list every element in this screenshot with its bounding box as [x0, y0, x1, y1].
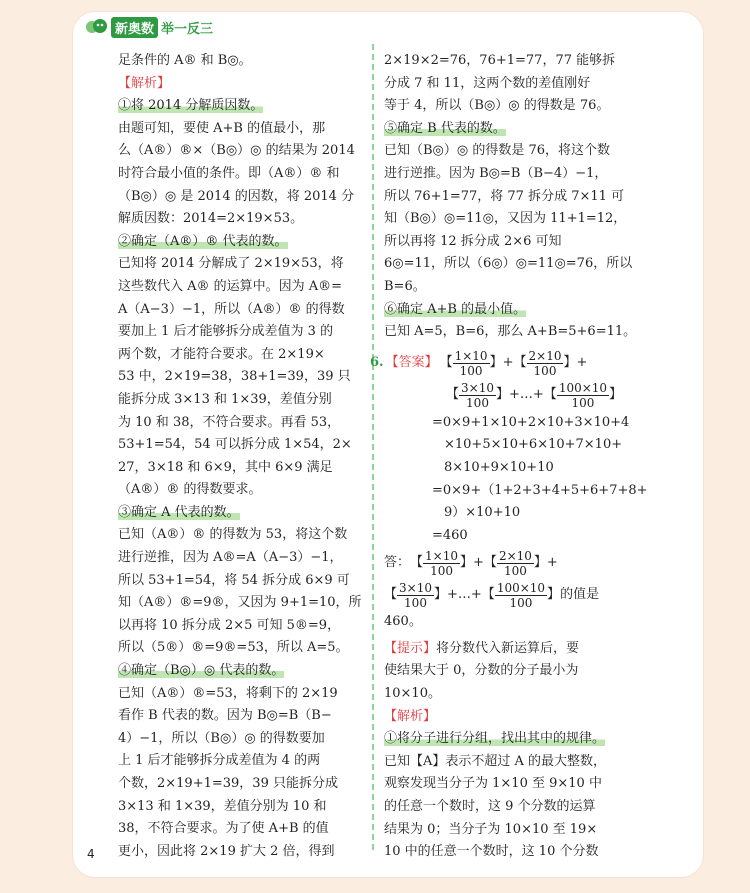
- fraction-numerator: 3×10: [399, 580, 432, 595]
- fraction-numerator: 2×10: [498, 548, 532, 563]
- series-subtitle: 举一反三: [161, 21, 214, 37]
- text-line: 已知将 2014 分解成了 2×19×53，将: [118, 256, 344, 272]
- step-heading: ⑤确定 B 代表的数。: [384, 120, 506, 136]
- text-line: 所以再将 12 拆分成 2×6 可知: [384, 233, 562, 249]
- analysis-tag: 【解析】: [384, 708, 437, 724]
- text-line: 6◎=11，所以（6◎）◎=11◎=76，所以: [384, 256, 633, 272]
- fraction-numerator: 100×10: [496, 580, 546, 595]
- fraction-denominator: 100: [430, 563, 453, 578]
- step-heading: ③确定 A 代表的数。: [118, 504, 240, 520]
- text-line: 已知（A®）® 的得数为 53，将这个数: [118, 527, 348, 543]
- equation-line: 8×10+9×10+10: [444, 459, 554, 475]
- brand-label: 新奥数: [111, 17, 158, 38]
- text-line: 结果为 0；当分子为 10×10 至 19×: [384, 821, 598, 837]
- step-heading: ②确定（A®）® 代表的数。: [118, 233, 288, 249]
- text-line: （A®）® 的得数要求。: [118, 482, 262, 498]
- logo-icon: [85, 17, 109, 37]
- question-number: 6.: [370, 355, 384, 371]
- ellipsis-plus: +…+: [447, 586, 482, 602]
- text-line: 上 1 后才能够拆分成差值为 4 的两: [118, 753, 321, 769]
- page-number: 4: [87, 847, 95, 861]
- text-line: B=6。: [384, 278, 426, 294]
- text-line: 这些数代入 A® 的运算中。因为 A®=: [118, 278, 343, 294]
- fraction-numerator: 100×10: [558, 381, 608, 396]
- text-line: 以再将 10 拆分成 2×5 可知 5®=9，: [118, 617, 341, 633]
- fraction-numerator: 3×10: [461, 381, 494, 396]
- fraction-denominator: 100: [404, 595, 427, 610]
- right-column: [370, 50, 684, 864]
- text-line: 进行逆推。因为 B◎=B（B−4）−1，: [384, 165, 608, 181]
- analysis-block: [384, 706, 684, 864]
- text-line: 3×13 和 1×39，差值分别为 10 和: [118, 798, 327, 814]
- fraction-denominator: 100: [571, 396, 595, 411]
- text-line: 能拆分成 3×13 和 1×39，差值分别: [118, 391, 332, 407]
- hint-block: [384, 638, 684, 706]
- step-heading: ①将分子进行分组，找出其中的规律。: [384, 731, 606, 747]
- text-line: 已知【A】表示不超过 A 的最大整数，: [384, 753, 607, 769]
- plus-sign: +: [576, 355, 588, 371]
- text-line: 个数，2×19+1=39，39 只能拆分成: [118, 776, 338, 791]
- text-line: 53+1=54，54 可以拆分成 1×54，2×: [118, 437, 352, 453]
- text-line: A（A−3）−1，所以（A®）® 的得数: [118, 301, 345, 317]
- text-line: 所以（5®）®=9®=53，所以 A=5。: [118, 640, 349, 656]
- text-line: 2×19×2=76，76+1=77，77 能够拆: [384, 53, 616, 68]
- step-heading: ④确定（B◎）◎ 代表的数。: [118, 663, 285, 679]
- text-line: 已知（B◎）◎ 的得数是 76，将这个数: [384, 143, 611, 159]
- text-line: 两个数，才能符合要求。在 2×19×: [118, 346, 325, 362]
- text-line: 将分数代入新运算后，要: [436, 640, 580, 656]
- fraction-numerator: 2×10: [528, 349, 562, 364]
- text-line: 看作 B 代表的数。因为 B◎=B（B−: [118, 708, 332, 724]
- text-line: 的任意一个数时，这 9 个分数的运算: [384, 799, 596, 815]
- text-line: 38，不符合要求。为了使 A+B 的值: [118, 821, 329, 837]
- answer-tag: 【答案】: [385, 355, 438, 371]
- fraction-numerator: 1×10: [425, 548, 458, 563]
- text-line: 所以 53+1=54，将 54 拆分成 6×9 可: [118, 572, 350, 588]
- plus-sign: +: [502, 355, 514, 371]
- header: [73, 12, 213, 42]
- answer-result: 460。: [384, 614, 422, 630]
- step-heading: ⑥确定 A+B 的最小值。: [384, 301, 527, 317]
- text-line: 么（A®）®×（B◎）◎ 的结果为 2014: [118, 143, 355, 159]
- column-divider: [372, 44, 374, 850]
- text-line: 更小，因此将 2×19 扩大 2 倍，得到: [118, 843, 335, 859]
- answer-suffix: 的值是: [560, 586, 600, 602]
- text-line: 解质因数：2014=2×19×53。: [118, 211, 304, 227]
- plus-sign: +: [473, 554, 484, 570]
- book-page: [73, 12, 703, 877]
- text-line: 观察发现当分子为 1×10 至 9×10 中: [384, 776, 602, 792]
- text-line: 等于 4，所以（B◎）◎ 的得数是 76。: [384, 98, 610, 114]
- equation-line: =460: [432, 527, 468, 543]
- text-line: 为 10 和 38，不符合要求。再看 53，: [118, 414, 341, 430]
- answer-prefix: 答：: [384, 554, 411, 570]
- text-line: 足条件的 A® 和 B◎。: [118, 53, 252, 68]
- text-line: 10×10。: [384, 686, 441, 702]
- text-line: 时符合最小值的条件。即（A®）® 和: [118, 165, 340, 181]
- fraction-denominator: 100: [459, 364, 483, 379]
- text-line: 27，3×18 和 6×9，其中 6×9 满足: [118, 459, 333, 475]
- analysis-tag: 【解析】: [118, 75, 171, 91]
- text-line: 知（A®）®=9®，又因为 9+1=10，所: [118, 595, 362, 611]
- equation-line: =0×9+1×10+2×10+3×10+4: [432, 414, 630, 430]
- fraction-denominator: 100: [533, 364, 557, 379]
- text-line: 4）−1，所以（B◎）◎ 的得数要加: [118, 730, 325, 746]
- equation-line: ×10+5×10+6×10+7×10+: [444, 437, 623, 453]
- ellipsis-plus: +…+: [509, 387, 544, 403]
- text-line: 要加上 1 后才能够拆分成差值为 3 的: [118, 324, 334, 340]
- text-line: （B◎）◎ 是 2014 的因数，将 2014 分: [118, 188, 355, 204]
- fraction-denominator: 100: [466, 396, 489, 411]
- answer-block: 6. 【答案】 【 $\frac{1\times 10}{100}$ 】 + 【 $\frac{2\times 10}{100}$ 】 + 【 $\frac{3\times 10}{100}$ 】 +…+ 【 $\frac{100\times 10}{100}$ 】 =0×9+1×10+2×10+3×10+4 ×10+5×10+6×10+7×10+ 8×10+9×10+10 =0×9+（1+2+3+4+5+6+7+8+ 9）×10+10 =460 答： 【 $\frac{1\times 10}{100}$ 】 + 【 $\frac{2\times 10}{100}$ 】 + 【 $\frac{3\times 10}{100}$ 】 +…+ 【 $\frac{100\times 10}{100}$ 】 的值是 460。: [384, 348, 684, 634]
- text-line: 已知 A=5，B=6，那么 A+B=5+6=11。: [384, 324, 637, 340]
- text-line: 53 中，2×19=38，38+1=39，39 只: [118, 369, 351, 385]
- text-line: 进行逆推，因为 A®=A（A−3）−1，: [118, 550, 343, 566]
- text-line: 已知（A®）®=53，将剩下的 2×19: [118, 685, 338, 701]
- text-line: 10 中的任意一个数时，这 10 个分数: [384, 844, 599, 860]
- step-heading: ①将 2014 分解质因数。: [118, 98, 264, 114]
- text-line: 分成 7 和 11，这两个数的差值刚好: [384, 75, 591, 91]
- text-line: 所以 76+1=77，将 77 拆分成 7×11 可: [384, 188, 625, 204]
- left-column: [118, 50, 362, 863]
- fraction-numerator: 1×10: [454, 349, 488, 364]
- equation-line: 9）×10+10: [444, 505, 521, 521]
- text-line: 使结果大于 0，分数的分子最小为: [384, 663, 579, 679]
- equation-line: =0×9+（1+2+3+4+5+6+7+8+: [432, 482, 648, 498]
- text-line: 由题可知，要使 A+B 的值最小，那: [118, 120, 326, 136]
- hint-tag: 【提示】: [384, 640, 437, 656]
- plus-sign: +: [546, 554, 558, 570]
- fraction-denominator: 100: [503, 563, 527, 578]
- fraction-denominator: 100: [509, 595, 533, 610]
- text-line: 知（B◎）◎=11◎，又因为 11+1=12，: [384, 211, 627, 227]
